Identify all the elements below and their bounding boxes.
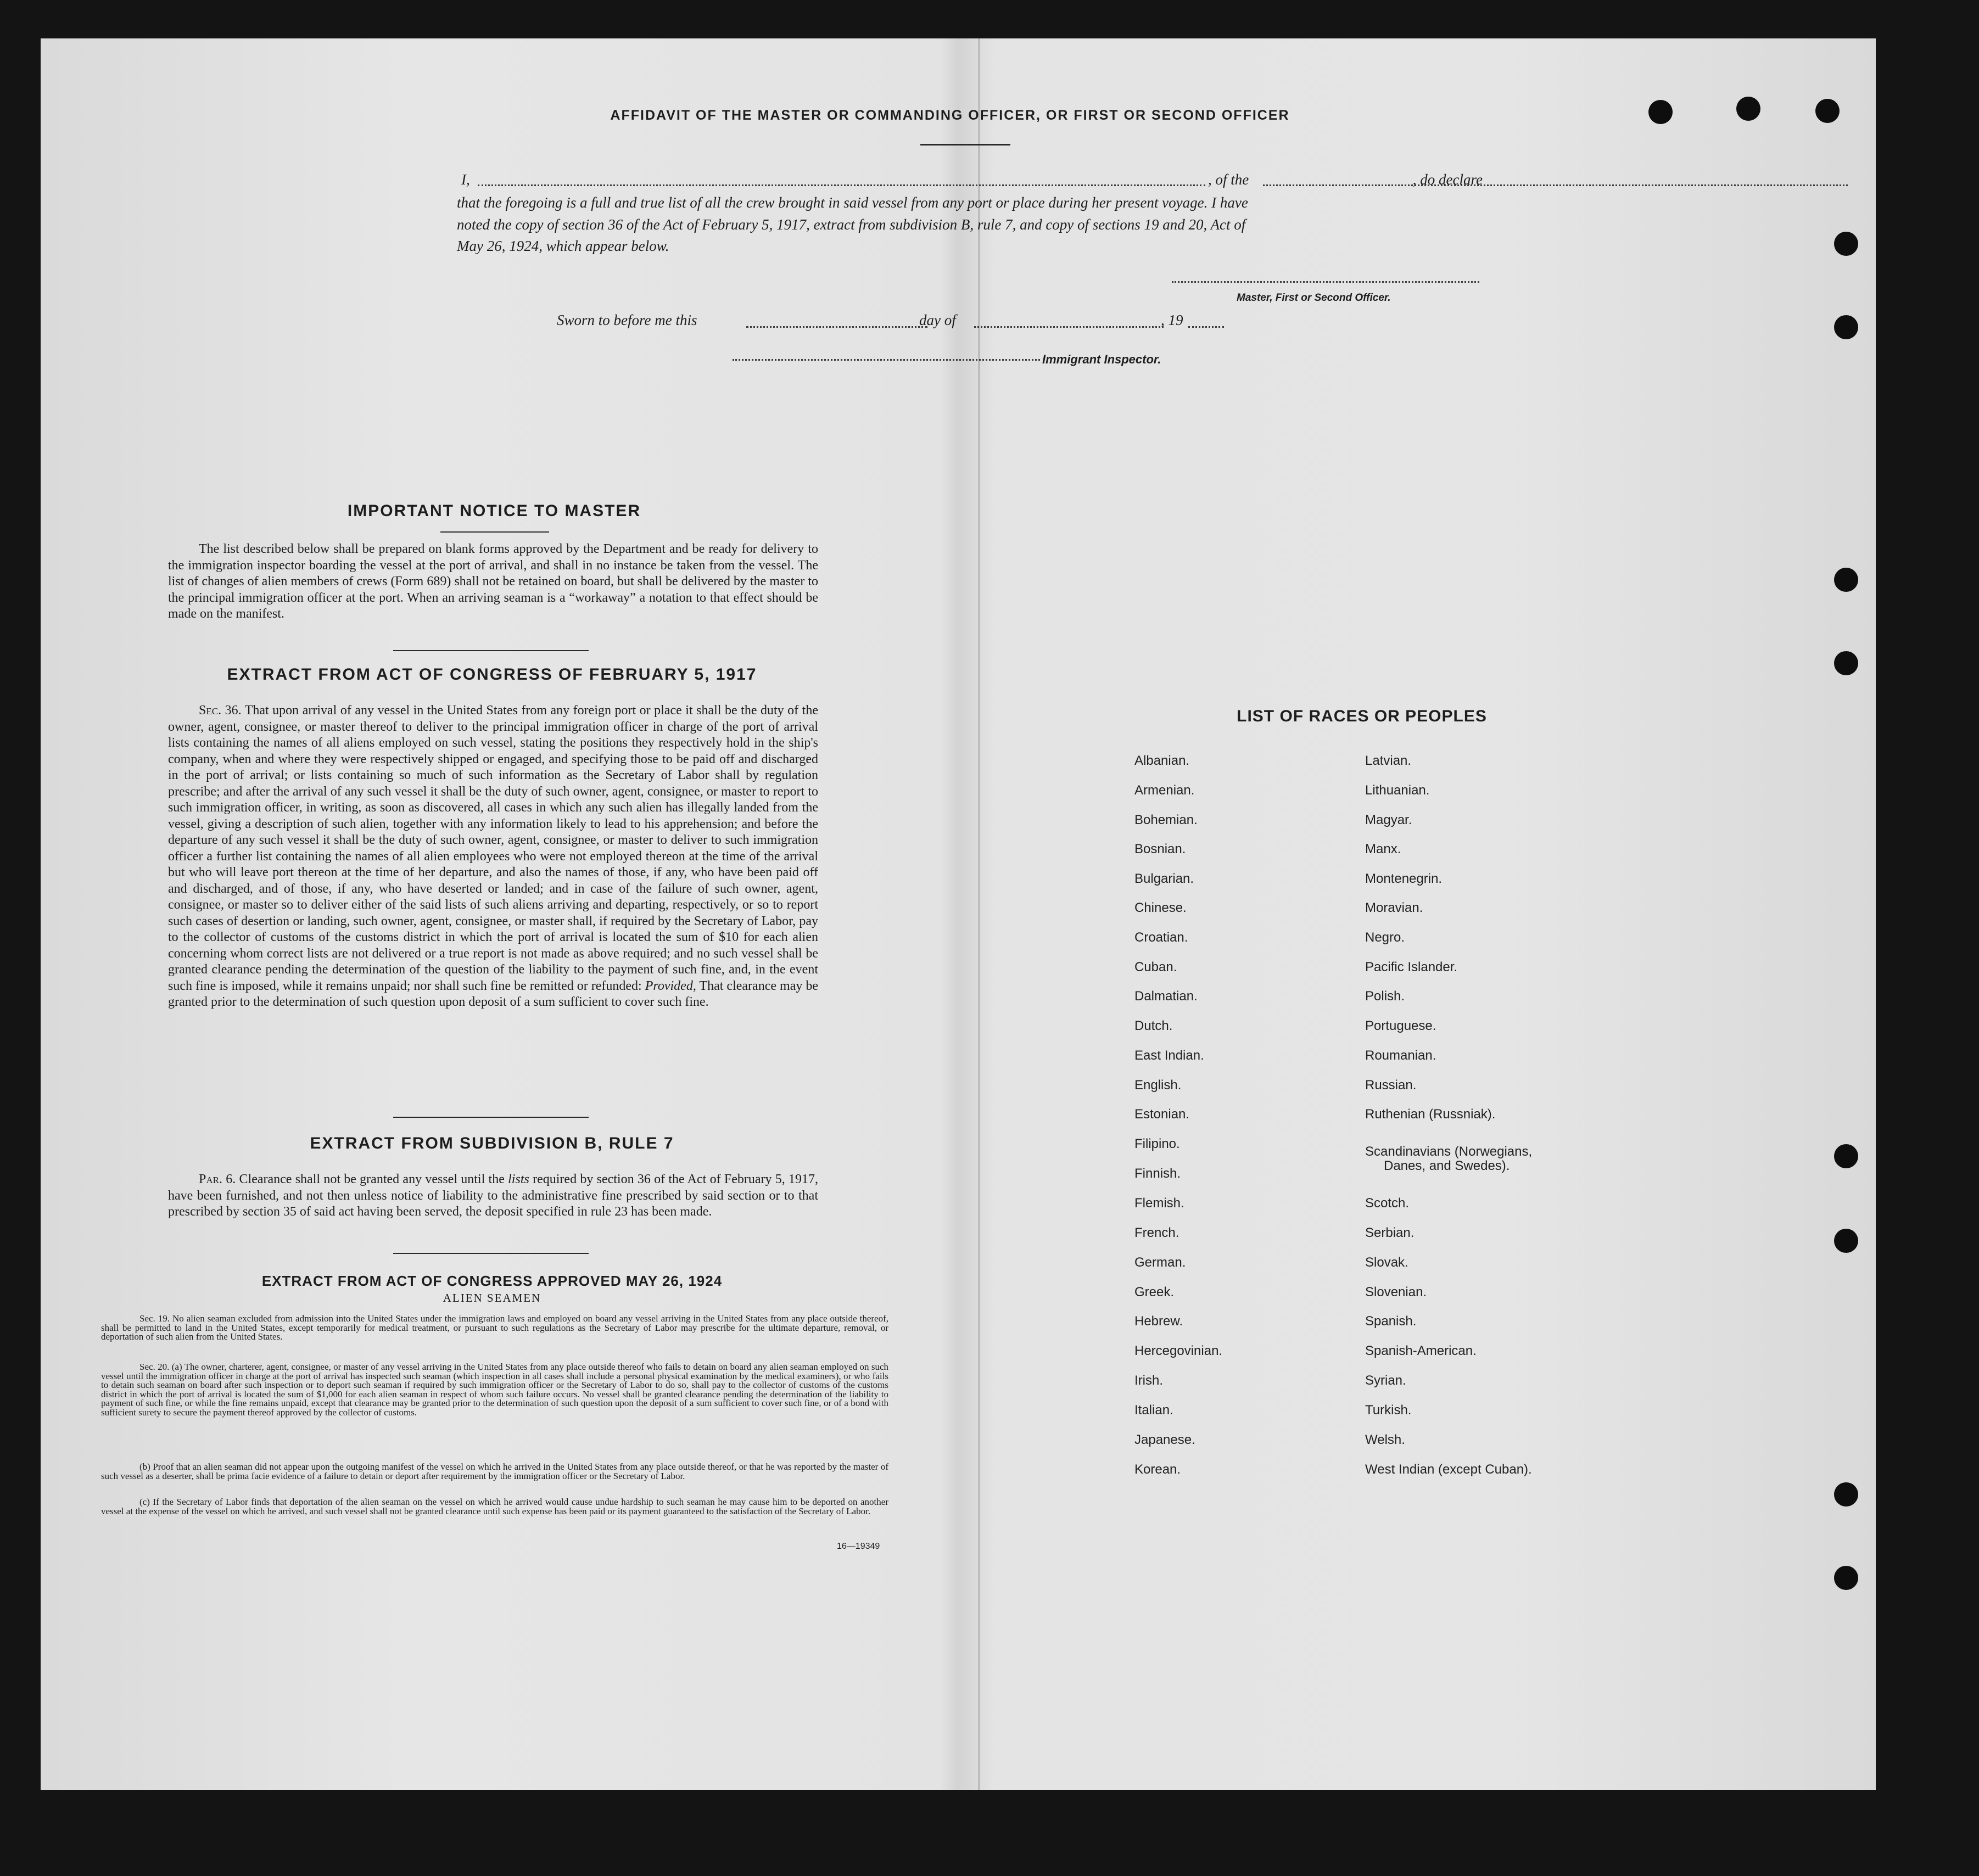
race-item: Albanian. xyxy=(1134,753,1190,768)
inspector-caption: Immigrant Inspector. xyxy=(1042,352,1161,366)
race-item: Croatian. xyxy=(1134,930,1188,945)
sworn-prefix: Sworn to before me this xyxy=(557,312,697,328)
race-item: Welsh. xyxy=(1365,1432,1405,1447)
par6-body-b: required by section 36 of the Act of February 5, 1917, have been furnished, and not then unless notice of liability to the administrative fine prescribed by said section or to that prescribed by section 35 of said act having been served, the deposit specified in rule 23 has been made. xyxy=(168,1172,819,1219)
race-item: Filipino. xyxy=(1134,1136,1180,1151)
punch-hole xyxy=(1834,232,1858,256)
sworn-line xyxy=(557,312,1227,332)
punch-hole xyxy=(1834,1482,1858,1507)
race-item: Pacific Islander. xyxy=(1365,960,1458,975)
act1924-heading: EXTRACT FROM ACT OF CONGRESS APPROVED MAY 26, 1924 xyxy=(261,1273,723,1289)
punch-hole xyxy=(1815,99,1840,123)
notice-heading: IMPORTANT NOTICE TO MASTER xyxy=(347,502,641,520)
race-item: Dalmatian. xyxy=(1134,989,1198,1004)
race-item: Roumanian. xyxy=(1365,1048,1436,1063)
races-heading: LIST OF RACES OR PEOPLES xyxy=(1237,707,1487,725)
race-item: German. xyxy=(1134,1255,1186,1270)
center-fold xyxy=(978,38,980,1790)
sec20b-text: (b) Proof that an alien seaman did not appear upon the outgoing manifest of the vessel on which he arrived in the United States from any place outside thereof, or that he was reported by the master of such vessel as a deserter, shall be prima facie evidence of a failure to detain or deport after requirement by the immigration officer or the Secretary of Labor. xyxy=(101,1461,888,1481)
race-item: Italian. xyxy=(1134,1403,1173,1418)
race-item: Finnish. xyxy=(1134,1166,1181,1181)
race-item: Spanish. xyxy=(1365,1314,1417,1329)
inspector-line xyxy=(733,359,1040,361)
sworn-day-of: day of xyxy=(919,312,956,328)
race-item: Japanese. xyxy=(1134,1432,1195,1447)
race-item: Montenegrin. xyxy=(1365,871,1443,886)
affidavit-heading: AFFIDAVIT OF THE MASTER OR COMMANDING OFFICER, OR FIRST OR SECOND OFFICER xyxy=(610,108,1290,123)
sec20c-text: (c) If the Secretary of Labor finds that deportation of the alien seaman on the vessel on which he arrived would cause undue hardship to such seaman he may cause him to be deported on another vessel at the expense of the vessel on which he arrived, and such vessel shall not be granted clearance until such expense has been paid or its payment guaranteed to the satisfaction of the Secretary of Labor. xyxy=(101,1497,888,1516)
race-item: Portuguese. xyxy=(1365,1018,1436,1033)
sec36-body-end: That clearance may be granted prior to the determination of such question upon deposit of a sum sufficient to cover such fine. xyxy=(168,978,819,1009)
sworn-year: , 19 xyxy=(1161,312,1183,328)
affidavit-line4: May 26, 1924, which appear below. xyxy=(457,238,669,254)
notice-text xyxy=(168,541,818,623)
act1917-heading: EXTRACT FROM ACT OF CONGRESS OF FEBRUARY 5, 1917 xyxy=(227,665,757,684)
race-item: West Indian (except Cuban). xyxy=(1365,1462,1532,1477)
race-item: Manx. xyxy=(1365,842,1401,856)
race-item: Hercegovinian. xyxy=(1134,1343,1223,1358)
race-item: Estonian. xyxy=(1134,1107,1190,1122)
affidavit-line3: noted the copy of section 36 of the Act of February 5, 1917, extract from subdivision B, rule 7, and copy of sections 19 and 20, Act of xyxy=(457,216,1246,233)
race-item: Slovak. xyxy=(1365,1255,1408,1270)
rule7-heading: EXTRACT FROM SUBDIVISION B, RULE 7 xyxy=(310,1134,674,1152)
race-item: Lithuanian. xyxy=(1365,783,1430,798)
sec36-label: Sec. 36. xyxy=(199,703,242,718)
rule7-text xyxy=(168,1172,818,1220)
race-item: Greek. xyxy=(1134,1285,1175,1300)
race-item: Ruthenian (Russniak). xyxy=(1365,1107,1496,1122)
signature-line xyxy=(1172,281,1479,283)
affidavit-of-the: , of the xyxy=(1208,171,1249,188)
affidavit-do-declare: , do declare xyxy=(1412,171,1483,188)
sworn-month-blank xyxy=(974,326,1164,328)
sec36-provided: Provided, xyxy=(645,978,696,993)
race-item: Korean. xyxy=(1134,1462,1181,1477)
divider xyxy=(393,1117,589,1118)
race-item: Bohemian. xyxy=(1134,813,1198,827)
punch-hole xyxy=(1834,568,1858,592)
race-item: Scandinavians (Norwegians, xyxy=(1365,1144,1533,1159)
punch-hole xyxy=(1834,1144,1858,1168)
race-item: Flemish. xyxy=(1134,1196,1184,1211)
punch-hole xyxy=(1834,315,1858,339)
notice-body: The list described below shall be prepared on blank forms approved by the Department and be ready for delivery to the immigration inspector boarding the vessel at the port of arrival, and shall in no instance be taken from the vessel. The list of changes of alien members of crews (Form 689) shall not be retained on board, but shall be delivered by the master to the principal immigration officer at the port. When an arriving seaman is a “workaway” a notation to that effect should be made on the manifest. xyxy=(168,542,818,621)
vessel-blank xyxy=(1263,184,1848,186)
name-blank xyxy=(478,184,1205,186)
par6-label: Par. 6. xyxy=(199,1172,236,1186)
sec20a-text: Sec. 20. (a) The owner, charterer, agent, consignee, or master of any vessel arriving in the United States from any place outside thereof who fails to detain on board any alien seaman employed on such vessel until the immigration officer in charge at the port of arrival has inspected such seaman (which inspection in all cases shall include a personal physical examination by the medical examiners), or who fails to detain such seaman on board after such inspection or to deport such seaman if required by such immigration officer or the Secretary of Labor to do so, shall pay to the collector of customs of the customs district in which the port of arrival is located the sum of $1,000 for each alien seaman in respect of whom such failure occurs. No vessel shall be granted clearance pending the determination of the liability to payment of such fine, or while the fine remains unpaid, except that clearance may be granted prior to the determination of such question upon the deposit of a sum sufficient to cover such fine, or of a bond with sufficient surety to secure the payment thereof approved by the collector of customs. xyxy=(101,1362,888,1418)
race-item: Scotch. xyxy=(1365,1196,1410,1211)
divider xyxy=(393,1253,589,1254)
sworn-day-blank xyxy=(746,326,927,328)
race-item-continuation: Danes, and Swedes). xyxy=(1384,1158,1510,1173)
divider xyxy=(440,531,549,533)
affidavit-line2: that the foregoing is a full and true list of all the crew brought in said vessel from any port or place during her present voyage. I have xyxy=(457,194,1248,211)
punch-hole xyxy=(1834,1566,1858,1590)
signature-caption: Master, First or Second Officer. xyxy=(1237,292,1391,304)
race-item: English. xyxy=(1134,1078,1182,1093)
punch-hole xyxy=(1736,97,1760,121)
race-item: Dutch. xyxy=(1134,1018,1173,1033)
affidavit-line1 xyxy=(461,171,1483,191)
race-item: Polish. xyxy=(1365,989,1405,1004)
divider xyxy=(920,144,1010,145)
par6-body-a: Clearance shall not be granted any vessel until the xyxy=(239,1172,505,1186)
race-item: Cuban. xyxy=(1134,960,1177,975)
par6-lists: lists xyxy=(508,1172,529,1186)
race-item: French. xyxy=(1134,1225,1179,1240)
race-item: Spanish-American. xyxy=(1365,1343,1477,1358)
race-item: East Indian. xyxy=(1134,1048,1204,1063)
affidavit-i: I, xyxy=(461,171,470,188)
race-item: Latvian. xyxy=(1365,753,1412,768)
race-item: Negro. xyxy=(1365,930,1405,945)
sec36-text xyxy=(168,703,818,1011)
form-number: 16—19349 xyxy=(837,1542,880,1551)
sec19-text: Sec. 19. No alien seaman excluded from admission into the United States under the immigration laws and employed on board any vessel arriving in the United States from any place outside thereof, shall be permitted to land in the United States, except temporarily for medical treatment, or pursuant to such regulations as the Secretary of Labor may prescribe for the ultimate departure, removal, or deportation of such alien from the United States. xyxy=(101,1313,888,1342)
punch-hole xyxy=(1834,1229,1858,1253)
punch-hole xyxy=(1834,651,1858,675)
race-item: Slovenian. xyxy=(1365,1285,1427,1300)
race-item: Moravian. xyxy=(1365,900,1423,915)
race-item: Bosnian. xyxy=(1134,842,1186,856)
sec36-body: That upon arrival of any vessel in the United States from any foreign port or place it shall be the duty of the owner, agent, consignee, or master thereof to deliver to the principal immigration officer in charge of the port of arrival lists containing the names of all aliens employed on such vessel, stating the positions they respectively hold in the ship's company, when and where they were respectively shipped or engaged, and specifying those to be paid off and discharged in the port of arrival; or lists containing so much of such information as the Secretary of Labor shall by regulation prescribe; and after the arrival of any such vessel it shall be the duty of such owner, agent, consignee, or master to report to such immigration officer, in writing, as soon as discovered, all cases in which any such alien has illegally landed from the vessel, giving a description of such alien, together with any information likely to lead to his apprehension; and before the departure of any such vessel it shall be the duty of such owner, agent, consignee, or master to deliver to such immigration officer a further list containing the names of all alien employees who were not employed thereon at the time of the arrival but who will leave port thereon at the time of her departure, and also the names of those, if any, who have been paid off and discharged, and of those, if any, who have deserted or landed; and in case of the failure of such owner, agent, consignee, or master so to deliver either of the said lists of such aliens arriving and departing, respectively, or so to report such cases of desertion or landing, such owner, agent, consignee, or master shall, if required by the Secretary of Labor, pay to the collector of customs of the customs district in which the port of arrival is located the sum of $10 for each alien concerning whom correct lists are not delivered or a true report is not made as above required; and no such vessel shall be granted clearance pending the determination of the question of the liability to the payment of such fine, and, in the event such fine is imposed, while it remains unpaid; nor shall such fine be remitted or refunded: xyxy=(168,703,819,993)
sworn-year-blank xyxy=(1188,326,1224,328)
race-item: Russian. xyxy=(1365,1078,1417,1093)
race-item: Syrian. xyxy=(1365,1373,1406,1388)
race-item: Hebrew. xyxy=(1134,1314,1183,1329)
punch-hole xyxy=(1648,100,1673,124)
divider xyxy=(393,650,589,651)
race-item: Armenian. xyxy=(1134,783,1195,798)
race-item: Chinese. xyxy=(1134,900,1187,915)
race-item: Irish. xyxy=(1134,1373,1164,1388)
act1924-subheading: ALIEN SEAMEN xyxy=(443,1291,541,1304)
race-item: Bulgarian. xyxy=(1134,871,1194,886)
race-item: Turkish. xyxy=(1365,1403,1412,1418)
race-item: Serbian. xyxy=(1365,1225,1415,1240)
race-item: Magyar. xyxy=(1365,813,1412,827)
